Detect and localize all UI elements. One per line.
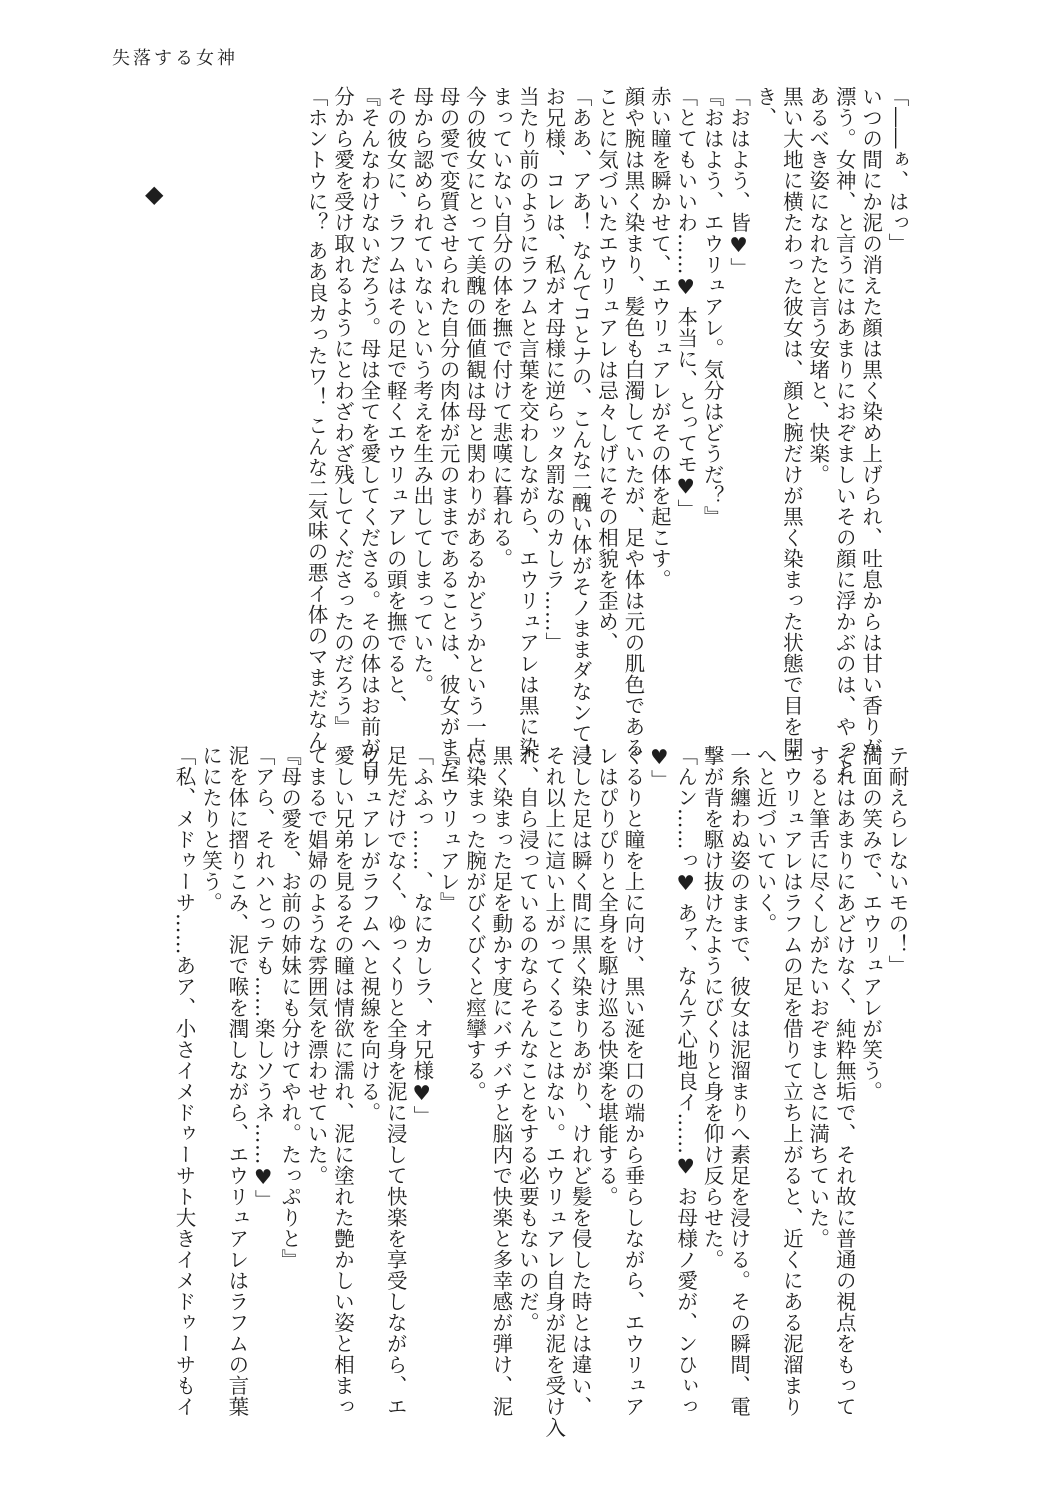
text-line: その彼女に、ラフムはその足で軽くエウリュアレの頭を撫でると、: [383, 86, 408, 716]
text-line: 浸した足は瞬く間に黒く染まりあがり、けれど髪を侵した時とは違い、: [568, 745, 593, 1417]
text-line: 「ホントウに？ ああ良カったワ！ こんな二気味の悪イ体のマまだなん: [304, 86, 329, 752]
text-line: 「ふふっ……、なにカしラ、オ兄様♥」: [409, 745, 434, 1127]
text-line: まっていない自分の体を撫で付けて悲嘆に暮れる。: [488, 86, 513, 569]
text-line: 『おはよう、エウリュアレ。気分はどうだ？』: [700, 86, 725, 527]
text-line: 母の愛で変質させられた自分の肉体が元のままであることは、彼女がまだ: [436, 86, 461, 779]
text-line: 『そんなわけないだろう。母は全てを愛してくださる。その体はお前が自: [356, 86, 381, 779]
text-line: テ耐えらレないモの！」: [885, 745, 909, 976]
text-line: 顔や腕は黒く染まり、髪色も白濁していたが、足や体は元の肌色である: [620, 86, 645, 758]
text-line: 「おはよう、皆♥」: [726, 86, 751, 279]
upper-text-block: [303, 86, 910, 779]
text-line: ウリュアレがラフムへと視線を向ける。: [356, 745, 381, 1123]
text-line: に染まった腕がびくびくと痙攣する。: [462, 745, 487, 1102]
text-line: 「ああ、アあ！ なんてコとナの、こんな二醜い体がそノままダなンて！: [568, 86, 593, 766]
text-line: 『エウリュアレ』: [436, 745, 461, 913]
text-line: 「――ぁ、はっ」: [885, 86, 909, 254]
text-line: エウリュアレはラフムの足を借りて立ち上がると、近くにある泥溜まり: [779, 745, 804, 1417]
text-line: 母から認められていないという考えを生み出してしまっていた。: [409, 86, 434, 695]
text-line: 当たり前のようにラフムと言葉を交わしながら、エウリュアレは黒に染: [515, 86, 540, 758]
text-line: 満面の笑みで、エウリュアレが笑う。: [858, 745, 883, 1102]
text-line: 黒く染まった足を動かす度にバチバチと脳内で快楽と多幸感が弾け、泥: [488, 745, 513, 1417]
text-line: すると筆舌に尽くしがたいおぞましさに満ちていた。: [805, 745, 830, 1249]
running-head: 失落する女神: [112, 48, 238, 69]
text-line: 「とてもいいわ……♥ 本当に、とってモ♥」: [673, 86, 698, 521]
text-line: 一糸纏わぬ姿のままで、彼女は泥溜まりへ素足を浸ける。その瞬間、電: [726, 745, 751, 1417]
text-line: 泥を体に摺りこみ、泥で喉を潤しながら、エウリュアレはラフムの言葉: [224, 745, 249, 1417]
scene-break-diamond: ◆: [145, 180, 164, 208]
text-line: き、: [752, 86, 777, 128]
text-line: 「んン……っ♥ あァ、なんテ心地良イ……♥ お母様ノ愛が、ンひぃっ: [673, 745, 698, 1418]
text-line: ♥」: [647, 745, 672, 791]
text-line: 『母の愛を、お前の姉妹にも分けてやれ。たっぷりと』: [277, 745, 302, 1270]
text-line: ぐるりと瞳を上に向け、黒い涎を口の端から垂らしながら、エウリュア: [620, 745, 645, 1417]
text-line: 「アら、それハとっテも……楽しソうネ……♥」: [251, 745, 276, 1211]
text-line: ににたりと笑う。: [198, 745, 223, 913]
text-line: へと近づいていく。: [752, 745, 777, 934]
text-line: 撃が背を駆け抜けたようにびくりと身を仰け反らせた。: [700, 745, 725, 1270]
text-line: いつの間にか泥の消えた顔は黒く染め上げられ、吐息からは甘い香りが: [858, 86, 883, 758]
text-line: あるべき姿になれたと言う安堵と、快楽。: [805, 86, 830, 485]
text-line: ことに気づいたエウリュアレは忌々しげにその相貌を歪め、: [594, 86, 619, 653]
text-line: 足先だけでなく、ゆっくりと全身を泥に浸して快楽を享受しながら、エ: [383, 745, 408, 1417]
text-line: それ以上に這い上がってくることはない。エウリュアレ自身が泥を受け入: [541, 745, 566, 1438]
text-line: お兄様、コレは、私がオ母様に逆らッタ罰なのカしラ……」: [541, 86, 566, 653]
text-line: 「私、メドゥーサ……あア、小さイメドゥーサト大きイメドゥーサもイ: [172, 745, 197, 1417]
text-line: 漂う。女神、と言うにはあまりにおぞましいその顔に浮かぶのは、やっと: [832, 86, 857, 779]
lower-text-block: [171, 745, 910, 1465]
text-line: レはぴりぴりと全身を駆け巡る快楽を堪能する。: [594, 745, 619, 1207]
text-line: れ、自ら浸っているのならそんなことをする必要もないのだ。: [515, 745, 540, 1333]
text-line: 赤い瞳を瞬かせて、エウリュアレがその体を起こす。: [647, 86, 672, 590]
text-line: 愛しい兄弟を見るその瞳は情欲に濡れ、泥に塗れた艶かしい姿と相まっ: [330, 745, 355, 1417]
text-line: 分から愛を受け取れるようにとわざわざ残してくださったのだろう』: [330, 86, 355, 737]
text-line: 黒い大地に横たわった彼女は、顔と腕だけが黒く染まった状態で目を開: [779, 86, 804, 758]
text-line: それはあまりにあどけなく、純粋無垢で、それ故に普通の視点をもって: [832, 745, 857, 1417]
text-line: てまるで娼婦のような雰囲気を漂わせていた。: [304, 745, 329, 1186]
text-line: 今の彼女にとって美醜の価値観は母と関わりがあるかどうかという一点。: [462, 86, 487, 779]
